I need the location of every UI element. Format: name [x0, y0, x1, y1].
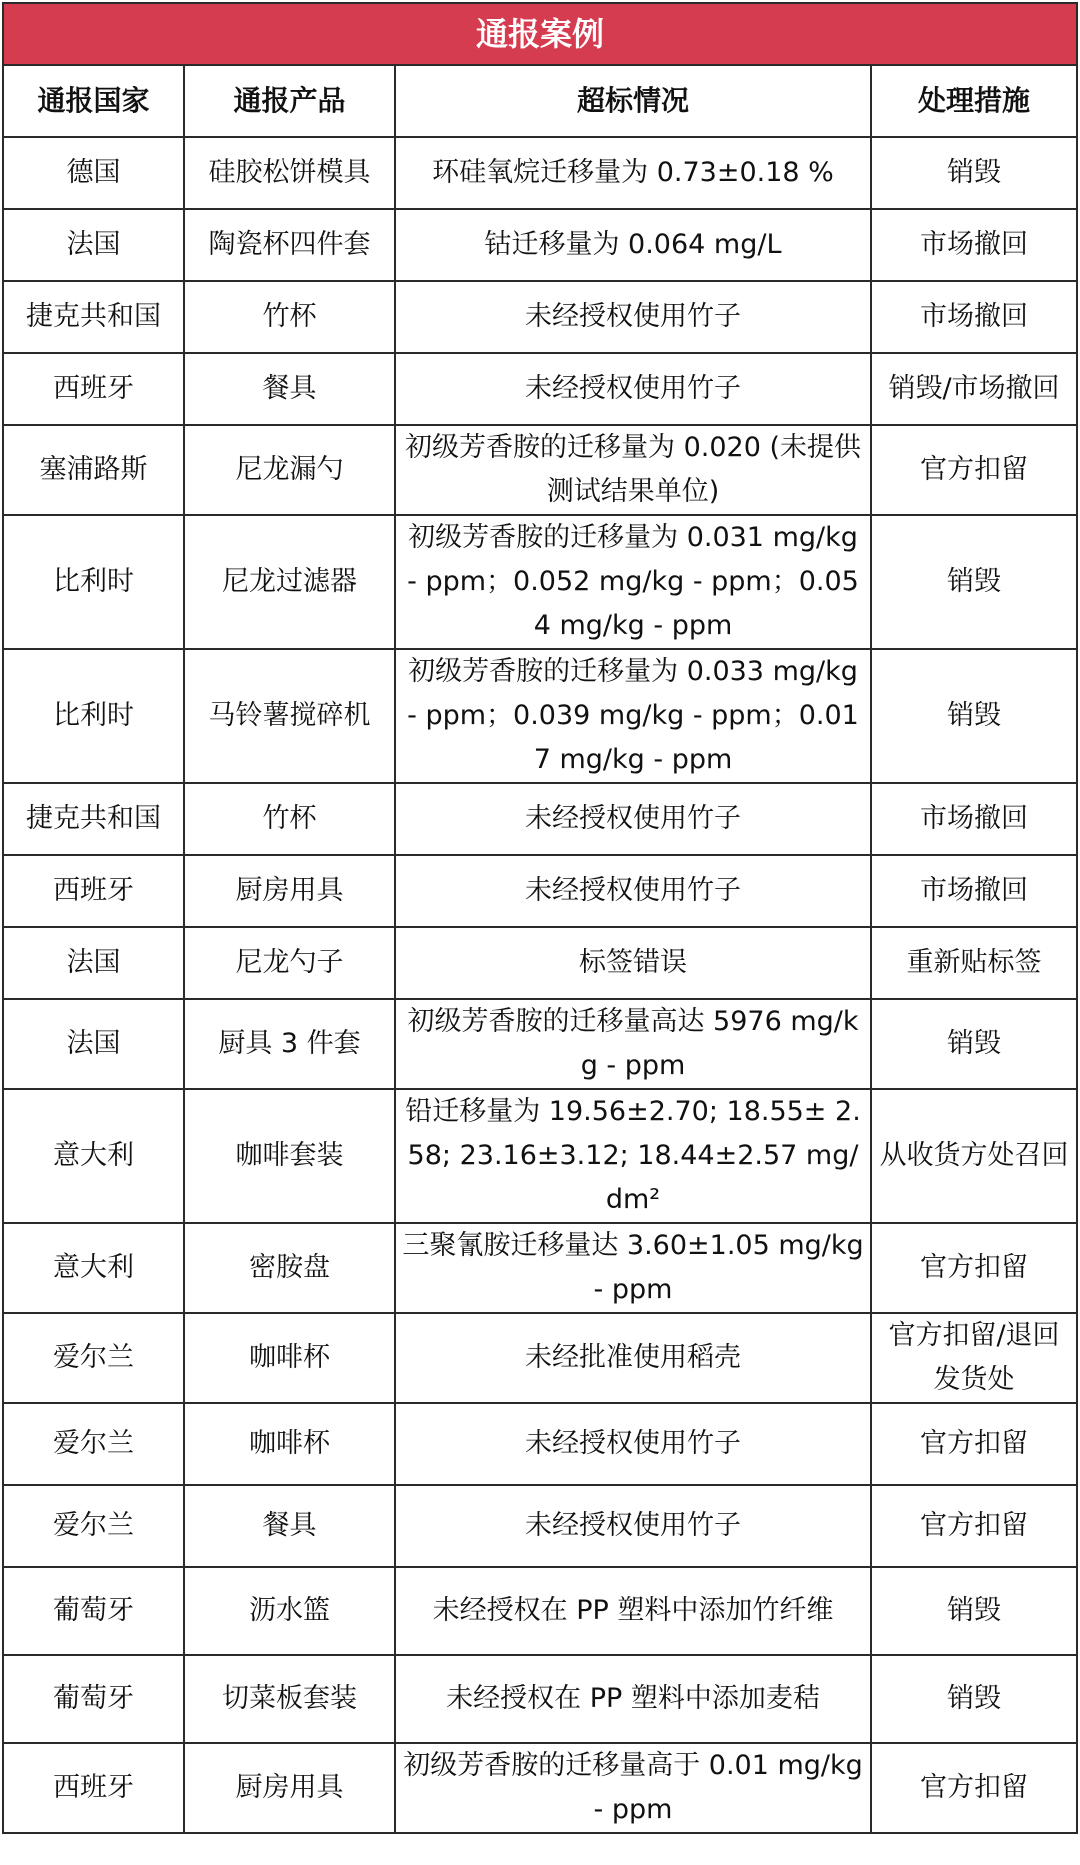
header-row	[3, 65, 1077, 137]
cell-action: 销毁	[871, 999, 1077, 1089]
table-row	[3, 515, 1077, 649]
cell-product: 尼龙过滤器	[184, 515, 395, 649]
cell-product: 沥水篮	[184, 1567, 395, 1655]
cell-country: 意大利	[3, 1223, 184, 1313]
table-row	[3, 1089, 1077, 1223]
table-row	[3, 927, 1077, 999]
table-title: 通报案例	[3, 3, 1077, 65]
cell-product: 切菜板套装	[184, 1655, 395, 1743]
report-cases-table	[2, 2, 1078, 1834]
cell-product: 厨具 3 件套	[184, 999, 395, 1089]
cell-product: 硅胶松饼模具	[184, 137, 395, 209]
table-row	[3, 1313, 1077, 1403]
cell-product: 陶瓷杯四件套	[184, 209, 395, 281]
table-row	[3, 1567, 1077, 1655]
cell-issue: 标签错误	[395, 927, 871, 999]
cell-action: 官方扣留	[871, 1743, 1077, 1833]
cell-action: 官方扣留	[871, 425, 1077, 515]
cell-action: 官方扣留	[871, 1403, 1077, 1485]
cell-country: 捷克共和国	[3, 783, 184, 855]
cell-issue: 未经授权使用竹子	[395, 855, 871, 927]
cell-product: 厨房用具	[184, 1743, 395, 1833]
cell-issue: 未经授权使用竹子	[395, 783, 871, 855]
cell-country: 葡萄牙	[3, 1655, 184, 1743]
table-row	[3, 209, 1077, 281]
cell-issue: 初级芳香胺的迁移量高于 0.01 mg/kg - ppm	[395, 1743, 871, 1833]
cell-country: 比利时	[3, 515, 184, 649]
cell-issue: 铅迁移量为 19.56±2.70; 18.55± 2.58; 23.16±3.12; 18.44±2.57 mg/dm²	[395, 1089, 871, 1223]
cell-issue: 未经授权在 PP 塑料中添加竹纤维	[395, 1567, 871, 1655]
cell-country: 捷克共和国	[3, 281, 184, 353]
cell-issue: 未经授权使用竹子	[395, 353, 871, 425]
table-row	[3, 999, 1077, 1089]
cell-product: 餐具	[184, 353, 395, 425]
cell-product: 咖啡杯	[184, 1403, 395, 1485]
cell-action: 官方扣留	[871, 1223, 1077, 1313]
table-row	[3, 1485, 1077, 1567]
cell-product: 厨房用具	[184, 855, 395, 927]
table-row	[3, 649, 1077, 783]
header-issue: 超标情况	[395, 65, 871, 137]
table-row	[3, 281, 1077, 353]
cell-issue: 初级芳香胺的迁移量为 0.020 (未提供测试结果单位)	[395, 425, 871, 515]
cell-product: 竹杯	[184, 783, 395, 855]
table-row	[3, 783, 1077, 855]
cell-country: 西班牙	[3, 1743, 184, 1833]
cell-product: 密胺盘	[184, 1223, 395, 1313]
cell-product: 餐具	[184, 1485, 395, 1567]
cell-country: 西班牙	[3, 855, 184, 927]
cell-country: 法国	[3, 209, 184, 281]
table-row	[3, 855, 1077, 927]
table-row	[3, 137, 1077, 209]
cell-action: 重新贴标签	[871, 927, 1077, 999]
cell-country: 爱尔兰	[3, 1485, 184, 1567]
cell-issue: 三聚氰胺迁移量达 3.60±1.05 mg/kg - ppm	[395, 1223, 871, 1313]
cell-action: 市场撤回	[871, 281, 1077, 353]
cell-action: 官方扣留	[871, 1485, 1077, 1567]
cell-action: 市场撤回	[871, 855, 1077, 927]
cell-issue: 未经授权在 PP 塑料中添加麦秸	[395, 1655, 871, 1743]
cell-action: 销毁	[871, 515, 1077, 649]
cell-issue: 未经批准使用稻壳	[395, 1313, 871, 1403]
header-action: 处理措施	[871, 65, 1077, 137]
cell-product: 竹杯	[184, 281, 395, 353]
table-row	[3, 1403, 1077, 1485]
cell-country: 塞浦路斯	[3, 425, 184, 515]
cell-issue: 初级芳香胺的迁移量为 0.033 mg/kg - ppm；0.039 mg/kg - ppm；0.017 mg/kg - ppm	[395, 649, 871, 783]
cell-action: 销毁	[871, 1567, 1077, 1655]
cell-issue: 未经授权使用竹子	[395, 1485, 871, 1567]
cell-country: 德国	[3, 137, 184, 209]
cell-action: 销毁	[871, 1655, 1077, 1743]
cell-country: 法国	[3, 999, 184, 1089]
table-title-row	[3, 3, 1077, 65]
cell-action: 销毁	[871, 137, 1077, 209]
cell-country: 法国	[3, 927, 184, 999]
header-product: 通报产品	[184, 65, 395, 137]
header-country: 通报国家	[3, 65, 184, 137]
table-row	[3, 353, 1077, 425]
cell-action: 官方扣留/退回发货处	[871, 1313, 1077, 1403]
cell-issue: 未经授权使用竹子	[395, 281, 871, 353]
cell-issue: 环硅氧烷迁移量为 0.73±0.18 %	[395, 137, 871, 209]
cell-action: 销毁/市场撤回	[871, 353, 1077, 425]
cell-country: 比利时	[3, 649, 184, 783]
table-row	[3, 1655, 1077, 1743]
cell-country: 西班牙	[3, 353, 184, 425]
cell-product: 咖啡杯	[184, 1313, 395, 1403]
cell-action: 市场撤回	[871, 209, 1077, 281]
cell-country: 葡萄牙	[3, 1567, 184, 1655]
cell-issue: 钴迁移量为 0.064 mg/L	[395, 209, 871, 281]
cell-country: 意大利	[3, 1089, 184, 1223]
cell-action: 从收货方处召回	[871, 1089, 1077, 1223]
cell-product: 尼龙勺子	[184, 927, 395, 999]
cell-product: 咖啡套装	[184, 1089, 395, 1223]
cell-country: 爱尔兰	[3, 1313, 184, 1403]
table-row	[3, 425, 1077, 515]
cell-issue: 初级芳香胺的迁移量高达 5976 mg/kg - ppm	[395, 999, 871, 1089]
cell-issue: 未经授权使用竹子	[395, 1403, 871, 1485]
cell-action: 销毁	[871, 649, 1077, 783]
cell-product: 尼龙漏勺	[184, 425, 395, 515]
table-row	[3, 1743, 1077, 1833]
cell-action: 市场撤回	[871, 783, 1077, 855]
table-row	[3, 1223, 1077, 1313]
cell-issue: 初级芳香胺的迁移量为 0.031 mg/kg - ppm；0.052 mg/kg - ppm；0.054 mg/kg - ppm	[395, 515, 871, 649]
cell-country: 爱尔兰	[3, 1403, 184, 1485]
cell-product: 马铃薯搅碎机	[184, 649, 395, 783]
